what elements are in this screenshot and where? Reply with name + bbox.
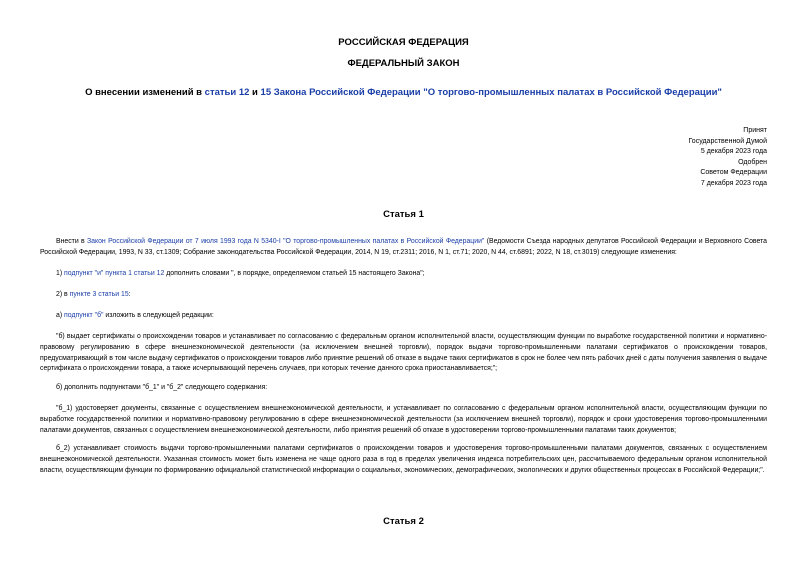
law-type-heading: ФЕДЕРАЛЬНЫЙ ЗАКОН — [347, 58, 460, 69]
adopted-by: Государственной Думой — [688, 137, 767, 145]
clause-3-article-15-link[interactable]: пункте 3 статьи 15 — [69, 291, 129, 298]
subparagraph-i-link[interactable]: подпункт "и" пункта 1 статьи 12 — [64, 270, 165, 277]
adoption-block — [688, 126, 767, 190]
law-title — [0, 87, 807, 98]
item-a-suffix: изложить в следующей редакции: — [103, 312, 214, 319]
law-name-link[interactable]: 15 Закона Российской Федерации "О торгово-промышленных палатах в Российской Федерации" — [260, 87, 722, 98]
intro-prefix: Внести в — [56, 238, 88, 245]
item-a-prefix: а) — [56, 312, 65, 319]
item-1-prefix: 1) — [56, 270, 65, 277]
item-2-prefix: 2) в — [56, 291, 70, 298]
subparagraph-b1-text: "б_1) удостоверяет документы, связанные с осуществлением внешнеэкономической деятельности, и устанавливает по согласованию с федеральным органом исполнительной власти, осуществляющим функции по выработке государственной политики и нормативно-правовому регулированию в сфере внешнеэкономической деятельности (за исключением внешней торговли), порядок и сроки удостоверения торгово-промышленными палатами документов, связанных с осуществлением внешнеэкономической деятельности, либо принятия решений об отказе в удостоверении торгово-промышленными палатами таких документов; — [40, 405, 767, 434]
law-reference-link[interactable]: Закон Российской Федерации от 7 июля 1993 года N 5340-I "О торгово-промышленных палатах в Российской Федерации" — [87, 238, 485, 245]
law-title-prefix: О внесении изменений в — [85, 87, 205, 98]
item-b-paragraph: б) дополнить подпунктами "б_1" и "б_2" следующего содержания: — [56, 384, 268, 391]
approved-date: 7 декабря 2023 года — [700, 179, 767, 187]
item-1-suffix: дополнить словами ", в порядке, определяемом статьей 15 настоящего Закона"; — [164, 270, 425, 277]
approved-label: Одобрен — [738, 158, 767, 166]
adopted-label: Принят — [743, 127, 767, 134]
approved-by: Советом Федерации — [700, 169, 767, 177]
item-a-paragraph — [40, 311, 767, 322]
subparagraph-b-text: "б) выдает сертификаты о происхождении товаров и устанавливает по согласованию с федеральным органом исполнительной власти, осуществляющим функции по выработке государственной политики и нормативно-правовому регулированию в сфере внешнеэкономической деятельности (за исключением внешней торговли), порядок выдачи торгово-промышленными палатами сертификатов о происхождении товаров, предусматривающий в том числе выдачу сертификатов о происхождении товаров либо принятие решений об отказе в выдаче таких сертификатов в срок не более чем пять рабочих дней с даты получения заявления о выдаче сертификата о происхождении товара, а также исчерпывающий перечень случаев, при которых течение данного срока приостанавливается;"; — [40, 333, 767, 373]
subparagraph-b2-text: б_2) устанавливает стоимость выдачи торгово-промышленными палатами сертификатов о происхождении товаров и удостоверения торгово-промышленными палатами документов, связанных с осуществлением внешнеэкономической деятельности. Указанная стоимость может быть изменена не чаще одного раза в год в пределах увеличения индекса потребительских цен, рассчитываемого федеральным органом исполнительной власти, осуществляющим функции по формированию официальной статистической информации о социальных, экономических, демографических, экологических и других общественных процессах в Российской Федерации;". — [40, 445, 767, 474]
intro-suffix: (Ведомости Съезда народных депутатов Российской Федерации и Верховного Совета Российской Федерации, 1993, N 33, ст.1309; Собрание законодательства Российской Федерации, 2014, N 19, ст.2311; 2016, N 1, ст.71; 2020, N 44, ст.6891; 2022, N 18, ст.3019) следующие изменения: — [40, 238, 767, 256]
article-1-paragraph-intro — [40, 237, 767, 259]
country-heading: РОССИЙСКАЯ ФЕДЕРАЦИЯ — [338, 37, 469, 48]
subparagraph-b-link[interactable]: подпункт "б" — [64, 312, 104, 319]
law-title-conjunction: и — [249, 87, 261, 98]
article-1-heading: Статья 1 — [383, 209, 424, 220]
item-1-paragraph — [40, 269, 767, 280]
article-2-heading: Статья 2 — [383, 516, 424, 527]
adopted-date: 5 декабря 2023 года — [700, 148, 767, 156]
article-12-link[interactable]: статьи 12 — [204, 87, 250, 98]
item-2-suffix: : — [128, 291, 131, 298]
item-2-paragraph — [40, 290, 767, 301]
